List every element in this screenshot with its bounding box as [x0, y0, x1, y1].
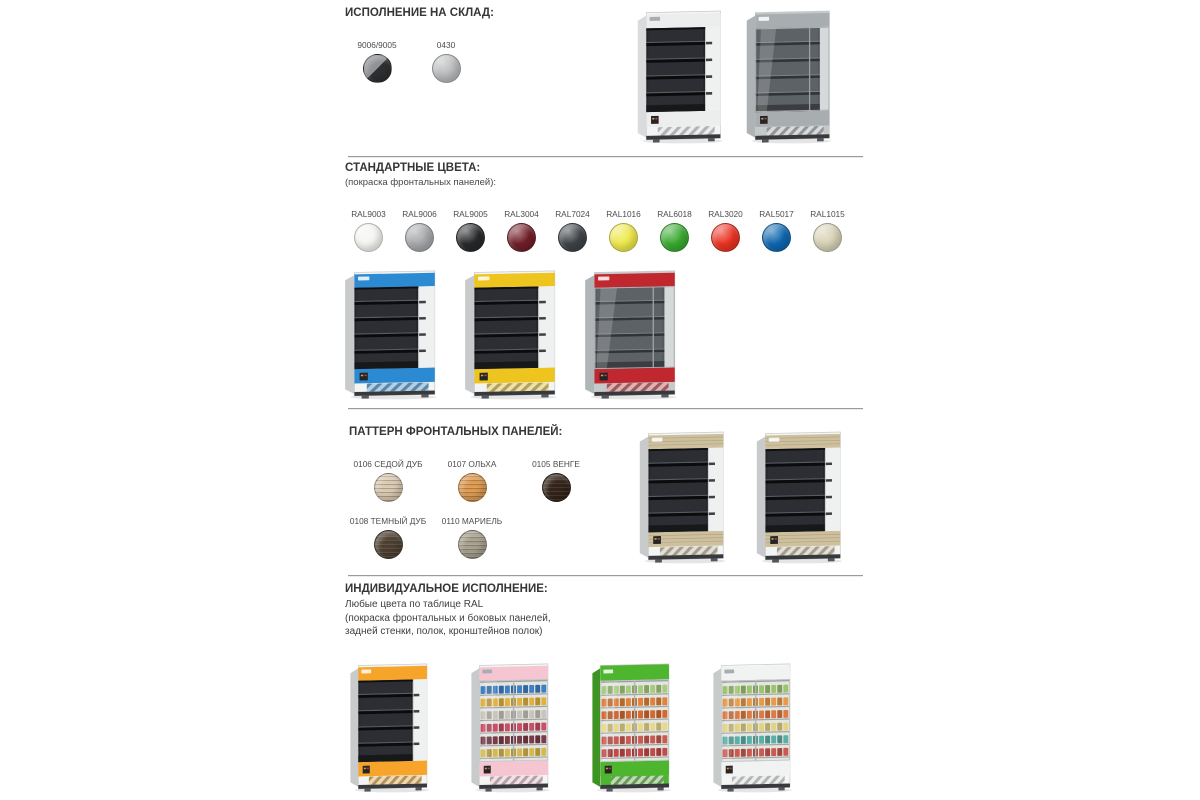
color-swatch [598, 209, 649, 252]
swatch-label: RAL7024 [555, 209, 590, 219]
swatch-color-dot [711, 223, 740, 252]
fridge-image-glass [742, 6, 837, 144]
swatch-label: RAL9003 [351, 209, 386, 219]
color-swatch [430, 516, 514, 559]
ral-swatch-row [343, 209, 853, 252]
swatch-color-dot [354, 223, 383, 252]
custom-description-line: задней стенки, полок, кронштейнов полок) [345, 626, 543, 637]
fridge-image-open [346, 659, 434, 793]
fridge-image-open [635, 427, 731, 564]
fridge-image-glass [580, 266, 683, 400]
pattern-fridge-row [635, 427, 848, 564]
section-divider [348, 156, 863, 157]
swatch-label: RAL1015 [810, 209, 845, 219]
fridge-image-products [588, 659, 676, 793]
color-swatch [346, 516, 430, 559]
color-swatch [430, 459, 514, 502]
fridge-image-products [709, 659, 797, 793]
stock-swatch-row [349, 40, 474, 83]
swatch-label: RAL3004 [504, 209, 539, 219]
color-swatch [751, 209, 802, 252]
custom-description [345, 598, 551, 639]
fridge-image-open [460, 266, 563, 400]
swatch-label: RAL5017 [759, 209, 794, 219]
fridge-image-open [752, 427, 848, 564]
stock-fridge-row [633, 6, 837, 144]
swatch-color-dot [458, 473, 487, 502]
pattern-swatch-row-2 [346, 516, 514, 559]
swatch-color-dot [374, 473, 403, 502]
swatch-label: 0105 ВЕНГЕ [532, 459, 580, 469]
color-swatch [394, 209, 445, 252]
swatch-label: 0106 СЕДОЙ ДУБ [353, 459, 423, 469]
color-swatch [514, 459, 598, 502]
swatch-color-dot [405, 223, 434, 252]
swatch-color-dot [432, 54, 461, 83]
section-title-custom: ИНДИВИДУАЛЬНОЕ ИСПОЛНЕНИЕ: [345, 583, 548, 595]
custom-description-line: Любые цвета по таблице RAL [345, 599, 484, 610]
swatch-color-dot [609, 223, 638, 252]
color-swatch [445, 209, 496, 252]
swatch-color-dot [456, 223, 485, 252]
fridge-image-open [340, 266, 443, 400]
swatch-color-dot [660, 223, 689, 252]
color-swatch [649, 209, 700, 252]
swatch-color-dot [813, 223, 842, 252]
swatch-color-dot [762, 223, 791, 252]
swatch-label: RAL9005 [453, 209, 488, 219]
color-swatch [418, 40, 474, 83]
section-divider [348, 408, 863, 409]
swatch-label: RAL1016 [606, 209, 641, 219]
swatch-color-dot [458, 530, 487, 559]
section-divider [348, 575, 863, 576]
swatch-label: 0108 ТЕМНЫЙ ДУБ [349, 516, 427, 526]
swatch-label: 0430 [436, 40, 456, 50]
color-swatch [349, 40, 405, 83]
custom-fridge-row [346, 659, 797, 793]
swatch-color-dot [374, 530, 403, 559]
swatch-label: 0110 МАРИЕЛЬ [441, 516, 503, 526]
swatch-label: 0107 ОЛЬХА [447, 459, 497, 469]
swatch-label: 9006/9005 [357, 40, 397, 50]
standard-colors-fridge-row [340, 266, 683, 400]
section-title-standard-colors: СТАНДАРТНЫЕ ЦВЕТА: [345, 162, 481, 174]
fridge-image-products [467, 659, 555, 793]
swatch-label: RAL3020 [708, 209, 743, 219]
swatch-label: RAL9006 [402, 209, 437, 219]
fridge-image-open [633, 6, 728, 144]
color-swatch [802, 209, 853, 252]
swatch-color-dot [363, 54, 392, 83]
color-swatch [496, 209, 547, 252]
section-subtitle: (покраска фронтальных панелей): [345, 177, 497, 188]
pattern-swatch-row-1 [346, 459, 598, 502]
color-swatch [547, 209, 598, 252]
swatch-color-dot [507, 223, 536, 252]
swatch-color-dot [542, 473, 571, 502]
section-title-patterns: ПАТТЕРН ФРОНТАЛЬНЫХ ПАНЕЛЕЙ: [349, 426, 563, 438]
swatch-label: RAL6018 [657, 209, 692, 219]
color-swatch [343, 209, 394, 252]
custom-description-line: (покраска фронтальных и боковых панелей, [345, 612, 551, 624]
color-swatch [700, 209, 751, 252]
section-title-stock: ИСПОЛНЕНИЕ НА СКЛАД: [345, 7, 494, 19]
swatch-color-dot [558, 223, 587, 252]
color-swatch [346, 459, 430, 502]
